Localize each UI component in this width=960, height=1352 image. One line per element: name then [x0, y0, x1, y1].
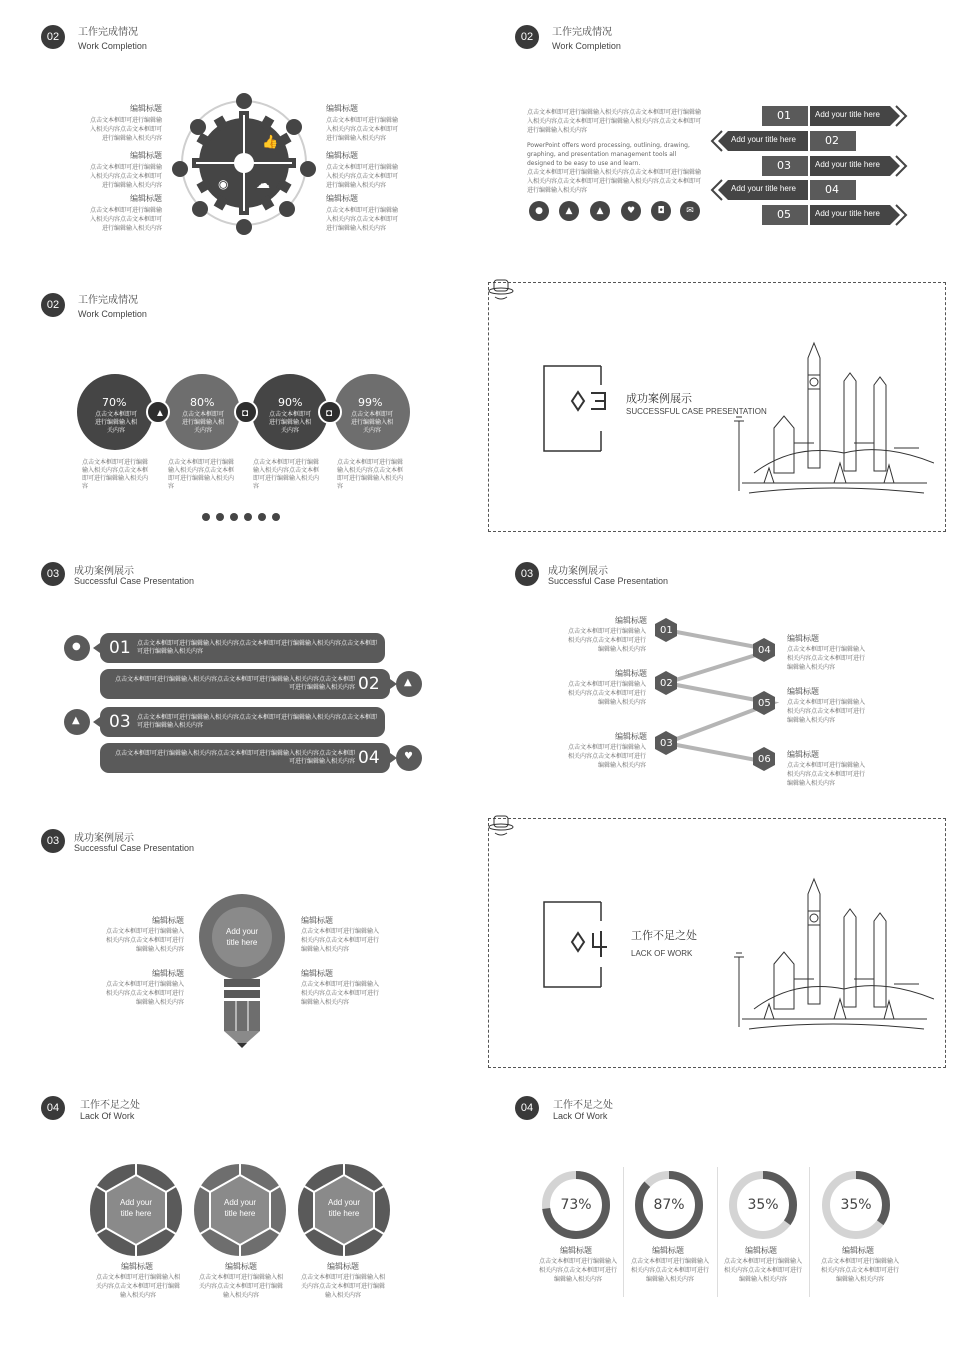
block-body: 点击文本框即可进行编辑输入相关内容点击文本框即可进行编辑输入相关内容: [568, 744, 647, 769]
cloud-icon: ☁: [256, 175, 270, 191]
block-title: 编辑标题: [615, 616, 647, 625]
block-body: 点击文本框即可进行编辑输入相关内容点击文本框即可进行编辑输入相关内容: [90, 207, 163, 232]
camera-icon: ◘: [326, 408, 333, 419]
hat-icon: [487, 813, 519, 839]
section-title-en: Lack Of Work: [553, 1111, 608, 1121]
block-body: 点击文本框即可进行编辑输入相关内容点击文本框即可进行编辑输入相关内容: [630, 1258, 709, 1283]
hex-number: 02: [660, 678, 673, 689]
paragraph-3: 点击文本框即可进行编辑输入相关内容点击文本框即可进行编辑输入相关内容点击文本框即可进行编辑输入相关内容点击文本框即可进行编辑输入相关内容: [527, 169, 702, 194]
below-text: 点击文本框即可进行编辑输入相关内容点击文本框即可进行编辑输入相关内容: [168, 459, 235, 490]
hex-title-line1: Add your: [327, 1198, 361, 1207]
cover-title-en: LACK OF WORK: [631, 949, 693, 958]
hex-title-line2: title here: [120, 1209, 152, 1218]
step-number: 03: [777, 159, 791, 172]
cover-title-cn: 工作不足之处: [631, 929, 697, 942]
block-title: 编辑标题: [326, 104, 358, 113]
block-title: 编辑标题: [326, 194, 358, 203]
percent-value: 80%: [190, 396, 215, 409]
section-number-badge: 03: [41, 562, 65, 586]
block-body: 点击文本框即可进行编辑输入相关内容点击文本框即可进行编辑输入相关内容: [538, 1258, 617, 1283]
hex-number: 01: [660, 625, 673, 636]
block-title: 编辑标题: [787, 750, 819, 759]
step-title: Add your title here: [731, 184, 796, 193]
block-body: 点击文本框即可进行编辑输入相关内容点击文本框即可进行编辑输入相关内容: [723, 1258, 802, 1283]
block-title: 编辑标题: [787, 687, 819, 696]
thumbs-up-icon: ▲: [72, 715, 80, 726]
trophy-icon: ♥: [404, 751, 413, 762]
below-text: 点击文本框即可进行编辑输入相关内容点击文本框即可进行编辑输入相关内容: [337, 459, 404, 490]
block-body: 点击文本框即可进行编辑输入相关内容点击文本框即可进行编辑输入相关内容: [90, 164, 163, 189]
banner-number: 03: [109, 712, 131, 732]
trophy-icon: ♥: [621, 201, 641, 221]
block-title: 编辑标题: [130, 151, 162, 160]
hex-title-line1: Add your: [223, 1198, 257, 1207]
block-body: 点击文本框即可进行编辑输入相关内容点击文本框即可进行编辑输入相关内容: [301, 981, 380, 1006]
thumbs-up-icon: ▲: [590, 201, 610, 221]
block-body: 点击文本框即可进行编辑输入相关内容点击文本框即可进行编辑输入相关内容: [326, 164, 399, 189]
below-text: 点击文本框即可进行编辑输入相关内容点击文本框即可进行编辑输入相关内容: [253, 459, 320, 490]
paragraph-2: PowerPoint offers word processing, outlining, drawing, graphing, and presentation management tools all designed to be easy to use and learn.: [527, 142, 690, 167]
step-title: Add your title here: [815, 209, 880, 218]
block-body: 点击文本框即可进行编辑输入相关内容点击文本框即可进行编辑输入相关内容: [326, 117, 399, 142]
slide-section-03-cover: [488, 282, 946, 532]
slide-case-banners: [0, 545, 470, 805]
banner-text: 点击文本框即可进行编辑输入相关内容点击文本框即可进行编辑输入相关内容点击文本框即可进行编辑输入相关内容: [114, 676, 355, 691]
section-title-cn: 成功案例展示: [74, 566, 134, 577]
block-title: 编辑标题: [152, 969, 184, 978]
mail-icon: ✉: [680, 201, 700, 221]
step-number: 01: [777, 109, 791, 122]
block-title: 编辑标题: [152, 916, 184, 925]
london-landmark-sketch: [734, 869, 934, 1039]
slide-work-completion-steps: [480, 0, 950, 260]
circle-text: 点击文本框即可进行编辑输入相关内容: [350, 411, 393, 434]
block-body: 点击文本框即可进行编辑输入相关内容点击文本框即可进行编辑输入相关内容: [568, 681, 647, 706]
section-title-en: Work Completion: [78, 309, 147, 319]
eye-icon: ◉: [218, 177, 229, 191]
hex-number: 04: [758, 645, 771, 656]
step-number: 05: [777, 208, 791, 221]
banner-text: 点击文本框即可进行编辑输入相关内容点击文本框即可进行编辑输入相关内容点击文本框即可进行编辑输入相关内容: [137, 714, 378, 729]
hex-title-line2: title here: [224, 1209, 256, 1218]
hex-title-line2: title here: [328, 1209, 360, 1218]
percent-value: 90%: [278, 396, 303, 409]
slide-lack-progress: [480, 1085, 950, 1345]
section-title-en: Successful Case Presentation: [548, 576, 669, 586]
hex-number: 03: [660, 738, 673, 749]
circle-text: 点击文本框即可进行编辑输入相关内容: [94, 411, 137, 434]
block-body: 点击文本框即可进行编辑输入相关内容点击文本框即可进行编辑输入相关内容: [106, 928, 185, 953]
below-text: 点击文本框即可进行编辑输入相关内容点击文本框即可进行编辑输入相关内容: [82, 459, 149, 490]
banner-text: 点击文本框即可进行编辑输入相关内容点击文本框即可进行编辑输入相关内容点击文本框即可进行编辑输入相关内容: [114, 750, 355, 765]
step-arrows: [710, 104, 910, 228]
cover-title-cn: 成功案例展示: [626, 392, 692, 405]
section-number-badge: 04: [41, 1096, 65, 1120]
block-title: 编辑标题: [130, 194, 162, 203]
section-number-badge: 03: [515, 562, 539, 586]
flask-icon: ▲: [404, 677, 412, 688]
section-title-en: Work Completion: [552, 41, 621, 51]
camera-icon: ◘: [651, 201, 671, 221]
block-title: 编辑标题: [326, 151, 358, 160]
block-body: 点击文本框即可进行编辑输入相关内容点击文本框即可进行编辑输入相关内容: [301, 928, 380, 953]
block-title: 编辑标题: [560, 1246, 592, 1255]
block-body: 点击文本框即可进行编辑输入相关内容点击文本框即可进行编辑输入相关内容: [198, 1274, 283, 1299]
block-title: 编辑标题: [615, 669, 647, 678]
banner-number: 04: [358, 748, 380, 768]
block-title: 编辑标题: [745, 1246, 777, 1255]
circle-text: 点击文本框即可进行编辑输入相关内容: [181, 411, 224, 434]
section-title-en: Successful Case Presentation: [74, 843, 195, 853]
percent-value: 99%: [358, 396, 383, 409]
progress-value: 73%: [560, 1197, 592, 1213]
section-title-cn: 工作完成情况: [78, 295, 138, 306]
pagination-dots: [200, 511, 290, 523]
slide-work-completion-gear: [0, 0, 470, 260]
paragraph-1: 点击文本框即可进行编辑输入相关内容点击文本框即可进行编辑输入相关内容点击文本框即可进行编辑输入相关内容点击文本框即可进行编辑输入相关内容: [527, 109, 702, 134]
block-title: 编辑标题: [615, 732, 647, 741]
block-body: 点击文本框即可进行编辑输入相关内容点击文本框即可进行编辑输入相关内容: [787, 646, 866, 671]
block-title: 编辑标题: [225, 1262, 257, 1271]
gear-diagram: [170, 93, 320, 238]
block-title: 编辑标题: [787, 634, 819, 643]
block-title: 编辑标题: [301, 969, 333, 978]
step-title: Add your title here: [815, 110, 880, 119]
section-title-cn: 工作不足之处: [553, 1100, 613, 1111]
divider: [717, 1167, 718, 1297]
hex-title-line1: Add your: [119, 1198, 153, 1207]
step-title: Add your title here: [815, 160, 880, 169]
section-title-cn: 工作完成情况: [552, 27, 612, 38]
banner-text: 点击文本框即可进行编辑输入相关内容点击文本框即可进行编辑输入相关内容点击文本框即可进行编辑输入相关内容: [137, 640, 378, 655]
block-body: 点击文本框即可进行编辑输入相关内容点击文本框即可进行编辑输入相关内容: [106, 981, 185, 1006]
slide-case-pencil: [0, 815, 470, 1075]
block-body: 点击文本框即可进行编辑输入相关内容点击文本框即可进行编辑输入相关内容: [787, 762, 866, 787]
block-body: 点击文本框即可进行编辑输入相关内容点击文本框即可进行编辑输入相关内容: [326, 207, 399, 232]
block-body: 点击文本框即可进行编辑输入相关内容点击文本框即可进行编辑输入相关内容: [787, 699, 866, 724]
hat-icon: [487, 277, 519, 303]
block-title: 编辑标题: [327, 1262, 359, 1271]
section-number-badge: 03: [41, 829, 65, 853]
block-body: 点击文本框即可进行编辑输入相关内容点击文本框即可进行编辑输入相关内容: [90, 117, 163, 142]
section-title-cn: 成功案例展示: [74, 833, 134, 844]
block-title: 编辑标题: [652, 1246, 684, 1255]
section-title-en: Work Completion: [78, 41, 147, 51]
zigzag-connector: [652, 613, 782, 773]
hex-number: 05: [758, 698, 771, 709]
slide-section-04-cover: [488, 818, 946, 1068]
pencil-bulb-graphic: [198, 893, 288, 1051]
block-body: 点击文本框即可进行编辑输入相关内容点击文本框即可进行编辑输入相关内容: [300, 1274, 385, 1299]
section-title-cn: 工作完成情况: [78, 27, 138, 38]
hex-number: 06: [758, 754, 771, 765]
step-title: Add your title here: [731, 135, 796, 144]
circle-text: 点击文本框即可进行编辑输入相关内容: [268, 411, 311, 434]
chat-icon: ●: [529, 201, 549, 221]
block-body: 点击文本框即可进行编辑输入相关内容点击文本框即可进行编辑输入相关内容: [568, 628, 647, 653]
section-number-glyph-03: [543, 365, 607, 453]
london-landmark-sketch: [734, 333, 934, 503]
progress-value: 87%: [653, 1197, 685, 1213]
slide-work-completion-percent: [0, 268, 470, 528]
banner-number: 02: [358, 674, 380, 694]
flask-icon: ▲: [559, 201, 579, 221]
divider: [809, 1167, 810, 1297]
divider: [623, 1167, 624, 1297]
progress-value: 35%: [747, 1197, 779, 1213]
block-body: 点击文本框即可进行编辑输入相关内容点击文本框即可进行编辑输入相关内容: [820, 1258, 899, 1283]
block-title: 编辑标题: [130, 104, 162, 113]
slide-case-zigzag: [480, 545, 950, 805]
camera-icon: ◘: [242, 408, 249, 419]
section-number-glyph-04: [543, 901, 607, 989]
thumbs-up-icon: 👍: [262, 134, 279, 149]
bulb-title-line2: title here: [226, 938, 258, 947]
step-number: 04: [825, 183, 839, 196]
block-title: 编辑标题: [842, 1246, 874, 1255]
section-number-badge: 04: [515, 1096, 539, 1120]
progress-value: 35%: [840, 1197, 872, 1213]
block-body: 点击文本框即可进行编辑输入相关内容点击文本框即可进行编辑输入相关内容: [95, 1274, 180, 1299]
percent-value: 70%: [102, 396, 127, 409]
block-title: 编辑标题: [301, 916, 333, 925]
section-number-badge: 02: [41, 25, 65, 49]
chat-icon: ●: [72, 641, 81, 652]
section-number-badge: 02: [41, 293, 65, 317]
thumbs-up-icon: ▲: [155, 408, 165, 419]
section-number-badge: 02: [515, 25, 539, 49]
section-title-cn: 成功案例展示: [548, 566, 608, 577]
slide-lack-hexagons: [0, 1085, 470, 1345]
section-title-en: Lack Of Work: [80, 1111, 135, 1121]
section-title-en: Successful Case Presentation: [74, 576, 195, 586]
step-number: 02: [825, 134, 839, 147]
section-title-cn: 工作不足之处: [80, 1100, 140, 1111]
bulb-title-line1: Add your: [225, 927, 259, 936]
banner-number: 01: [109, 638, 131, 658]
cover-title-en: SUCCESSFUL CASE PRESENTATION: [626, 407, 767, 416]
block-title: 编辑标题: [121, 1262, 153, 1271]
